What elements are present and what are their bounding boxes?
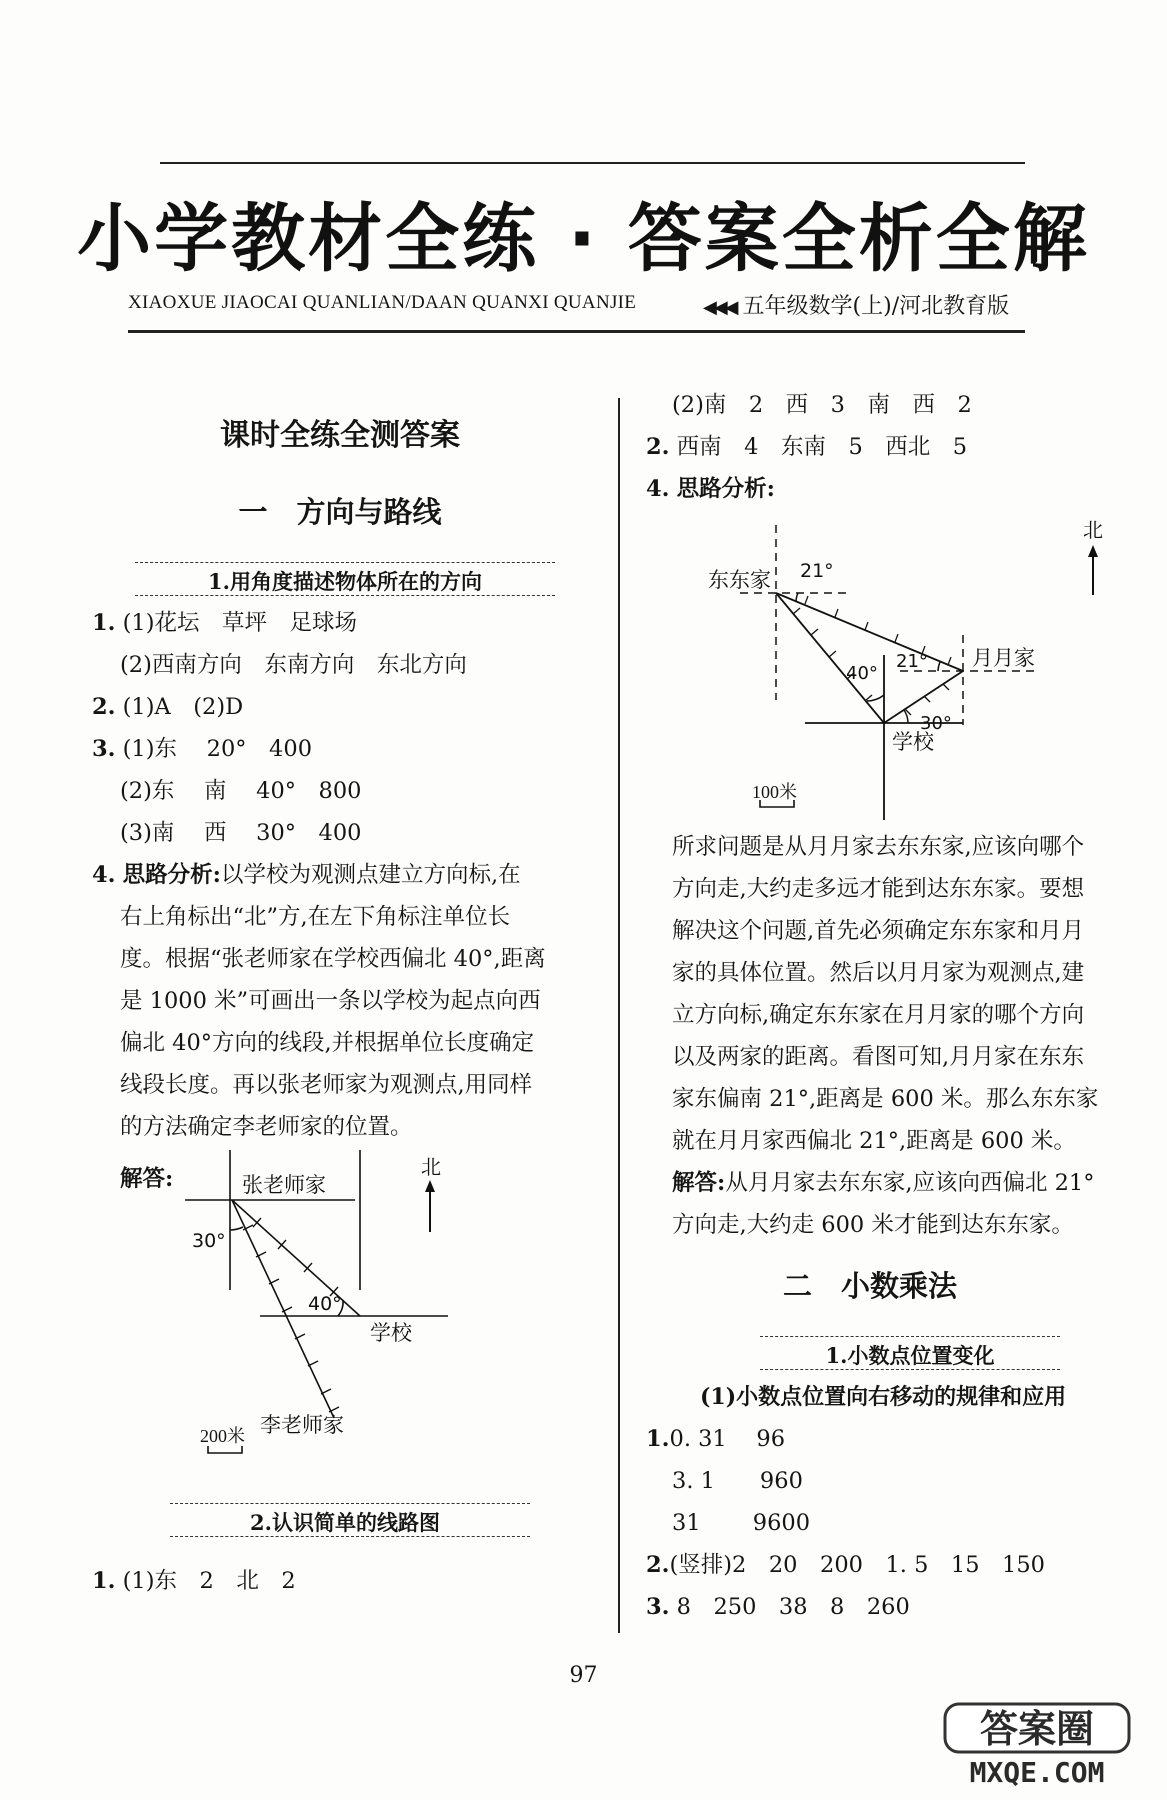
analysis-line: 立方向标,确定东东家在月月家的哪个方向 [672, 1002, 1085, 1028]
school-label-2: 学校 [892, 730, 934, 754]
angle-40-label: 40° [308, 1293, 342, 1315]
north-arrow-icon [425, 1180, 435, 1192]
answer-line: 1.0. 31 96 [646, 1426, 786, 1452]
section-heading-2: 2.认识简单的线路图 [250, 1510, 440, 1535]
angle-21-top-label: 21° [800, 560, 834, 582]
answers-title: 课时全练全测答案 [220, 418, 460, 453]
segment-school-dongdong [776, 593, 884, 723]
page-number: 97 [569, 1663, 598, 1688]
answer-line: 4. 思路分析: [646, 476, 775, 502]
analysis-line: 偏北 40°方向的线段,并根据单位长度确定 [120, 1030, 535, 1056]
analysis-line: 就在月月家西偏北 21°,距离是 600 米。 [672, 1128, 1076, 1154]
analysis-line: 所求问题是从月月家去东东家,应该向哪个 [672, 834, 1085, 860]
watermark-logo [937, 1700, 1137, 1790]
tick-marks-1 [243, 1218, 339, 1412]
yueyue-label: 月月家 [972, 646, 1035, 670]
section-heading-3: 1.小数点位置变化 [825, 1343, 995, 1368]
angle-arc-21-right [938, 662, 940, 671]
segment-dongdong-yueyue [776, 593, 963, 671]
subsection-heading: (1)小数点位置向右移动的规律和应用 [700, 1384, 1067, 1410]
section-rule [760, 1336, 1060, 1337]
li-label: 李老师家 [260, 1413, 344, 1437]
section-heading-1: 1.用角度描述物体所在的方向 [208, 569, 482, 594]
answer-label: 解答: [120, 1166, 174, 1192]
answer-line: 解答:从月月家去东东家,应该向西偏北 21° [672, 1170, 1095, 1196]
chapter-heading-1: 一 方向与路线 [238, 495, 442, 529]
north-label-2: 北 [1083, 518, 1103, 542]
analysis-line: 家东偏南 21°,距离是 600 米。那么东东家 [672, 1086, 1099, 1112]
chapter-heading-2: 二 小数乘法 [782, 1269, 957, 1303]
answer-line: 3. 8 250 38 8 260 [646, 1594, 910, 1620]
edition-label: ◀◀◀ 五年级数学(上)/河北教育版 [703, 294, 1010, 319]
watermark-bottom-text: MXQE.COM [969, 1756, 1105, 1789]
angle-arc-40-2 [867, 695, 884, 701]
section-rule [760, 1369, 1060, 1370]
answer-line: 3. (1)东 20° 400 [92, 736, 313, 762]
analysis-line: 解决这个问题,首先必须确定东东家和月月 [672, 918, 1085, 944]
analysis-line: 家的具体位置。然后以月月家为观测点,建 [672, 960, 1085, 986]
column-separator [618, 398, 620, 1633]
scale-bar-2 [758, 800, 798, 810]
analysis-line: 线段长度。再以张老师家为观测点,用同样 [120, 1072, 533, 1098]
answer-line: 方向走,大约走 600 米才能到达东东家。 [672, 1212, 1074, 1238]
direction-diagram-1 [180, 1150, 560, 1450]
dongdong-label: 东东家 [708, 568, 771, 592]
header-top-rule [160, 162, 1025, 164]
angle-arc-30 [230, 1227, 243, 1230]
analysis-line: 度。根据“张老师家在学校西偏北 40°,距离 [120, 946, 546, 972]
answer-line: (2)南 2 西 3 南 西 2 [672, 392, 972, 418]
zhang-label: 张老师家 [242, 1173, 326, 1197]
analysis-line: 是 1000 米”可画出一条以学校为起点向西 [120, 988, 541, 1014]
north-arrow-2 [1083, 518, 1103, 595]
angle-30-label: 30° [192, 1230, 226, 1252]
school-label-1: 学校 [370, 1321, 412, 1345]
answer-line: 1. (1)东 2 北 2 [92, 1568, 296, 1594]
section-rule [135, 562, 555, 563]
angle-30-2-label: 30° [920, 713, 952, 734]
book-title: 小学教材全练 · 答案全析全解 [77, 196, 1090, 282]
book-pinyin: XIAOXUE JIAOCAI QUANLIAN/DAAN QUANXI QUANJIE [128, 292, 637, 313]
section-rule [170, 1536, 530, 1537]
north-arrow-1 [421, 1155, 441, 1232]
edition-arrows-icon: ◀◀◀ [703, 297, 736, 318]
north-label-1: 北 [421, 1155, 441, 1179]
scale-bar-1 [206, 1446, 246, 1456]
analysis-line: 右上角标出“北”方,在左下角标注单位长 [120, 904, 511, 930]
north-arrow-icon [1088, 545, 1098, 557]
section-rule [170, 1503, 530, 1504]
answer-line: 2. 西南 4 东南 5 西北 5 [646, 434, 968, 460]
angle-arc-21-top [796, 593, 798, 602]
answer-line: 3. 1 960 [672, 1468, 803, 1494]
answer-line: 1. (1)花坛 草坪 足球场 [92, 610, 358, 636]
analysis-line: 方向走,大约走多远才能到达东东家。要想 [672, 876, 1085, 902]
answer-line: 2. (1)A (2)D [92, 694, 244, 720]
analysis-line: 以及两家的距离。看图可知,月月家在东东 [672, 1044, 1085, 1070]
analysis-line: 4. 思路分析:以学校为观测点建立方向标,在 [92, 862, 521, 888]
watermark-top-text: 答案圈 [979, 1707, 1095, 1751]
scale-label-1: 200米 [200, 1426, 245, 1446]
angle-21-right-label: 21° [896, 651, 928, 672]
answer-line: 31 9600 [672, 1510, 811, 1536]
answer-line: 2.(竖排)2 20 200 1. 5 15 150 [646, 1552, 1045, 1578]
section-rule [135, 595, 555, 596]
answer-line: (2)东 南 40° 800 [120, 778, 362, 804]
answer-line: (2)西南方向 东南方向 东北方向 [120, 652, 467, 678]
answer-line: (3)南 西 30° 400 [120, 820, 362, 846]
header-bottom-rule [128, 330, 1025, 333]
analysis-line: 的方法确定李老师家的位置。 [120, 1114, 413, 1140]
scale-label-2: 100米 [752, 782, 797, 802]
angle-40-2-label: 40° [846, 663, 878, 684]
